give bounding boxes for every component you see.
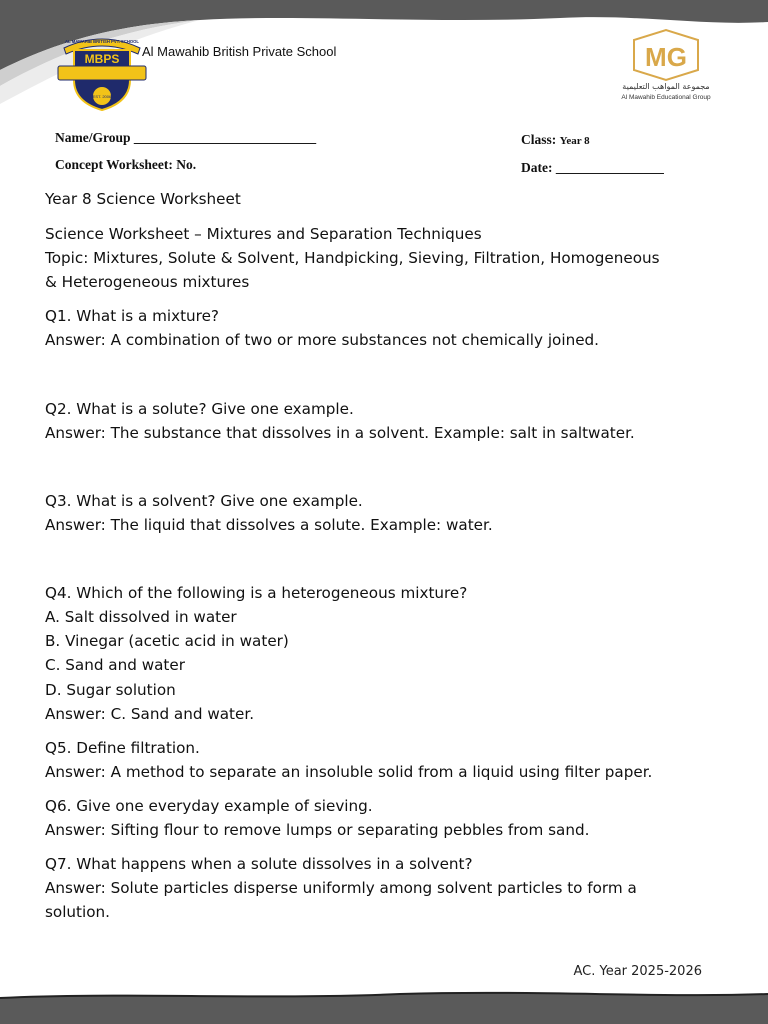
question-1: Q1. What is a mixture? [45, 307, 219, 325]
answer-7-line-2: solution. [45, 903, 110, 921]
answer-7-line-1: Answer: Solute particles disperse uniformly among solvent particles to form a [45, 879, 637, 897]
answer-3: Answer: The liquid that dissolves a solute. Example: water. [45, 516, 493, 534]
name-group-blank: ___________________________ [133, 130, 317, 145]
question-7: Q7. What happens when a solute dissolves in a solvent? [45, 855, 473, 873]
date-label: Date: [521, 160, 553, 175]
school-name: Al Mawahib British Private School [142, 44, 337, 59]
class-field [521, 132, 590, 148]
question-5: Q5. Define filtration. [45, 739, 200, 757]
group-logo [612, 26, 720, 108]
worksheet-subtitle: Science Worksheet – Mixtures and Separation Techniques [45, 225, 482, 243]
group-name-arabic: مجموعة المواهب التعليمية [622, 82, 710, 91]
answer-2: Answer: The substance that dissolves in a solvent. Example: salt in saltwater. [45, 424, 635, 442]
date-field [521, 160, 664, 176]
crest-initials: MBPS [84, 52, 120, 66]
name-group-label: Name/Group [55, 130, 131, 145]
option-d: D. Sugar solution [45, 681, 176, 699]
class-value: Year 8 [559, 135, 590, 147]
group-name-english: Al Mawahib Educational Group [621, 94, 711, 101]
crest-top-text: AL MAWAHIB BRITISH PVT. SCHOOL [65, 39, 139, 44]
option-b: B. Vinegar (acetic acid in water) [45, 632, 289, 650]
option-c: C. Sand and water [45, 656, 185, 674]
answer-1: Answer: A combination of two or more substances not chemically joined. [45, 331, 600, 349]
answer-5: Answer: A method to separate an insoluble solid from a liquid using filter paper. [45, 763, 653, 781]
question-2: Q2. What is a solute? Give one example. [45, 400, 354, 418]
class-label: Class: [521, 132, 557, 147]
worksheet-heading: Year 8 Science Worksheet [45, 190, 241, 208]
option-a: A. Salt dissolved in water [45, 608, 237, 626]
academic-year: AC. Year 2025-2026 [573, 964, 702, 979]
school-crest-logo [52, 30, 152, 112]
question-3: Q3. What is a solvent? Give one example. [45, 492, 363, 510]
topic-line-2: & Heterogeneous mixtures [45, 273, 250, 291]
footer-band [0, 988, 768, 1024]
group-logo-mark [612, 26, 720, 82]
group-logo-letters: MG [645, 42, 687, 72]
concept-worksheet-label: Concept Worksheet: No. [55, 157, 197, 172]
answer-6: Answer: Sifting flour to remove lumps or separating pebbles from sand. [45, 821, 590, 839]
question-4: Q4. Which of the following is a heterogeneous mixture? [45, 584, 468, 602]
crest-year: EST. 2006 [92, 94, 112, 99]
name-group-field [55, 130, 316, 146]
answer-4: Answer: C. Sand and water. [45, 705, 255, 723]
question-6: Q6. Give one everyday example of sieving. [45, 797, 373, 815]
topic-line-1: Topic: Mixtures, Solute & Solvent, Handpicking, Sieving, Filtration, Homogeneous [45, 249, 660, 267]
date-blank: ________________ [555, 160, 664, 175]
